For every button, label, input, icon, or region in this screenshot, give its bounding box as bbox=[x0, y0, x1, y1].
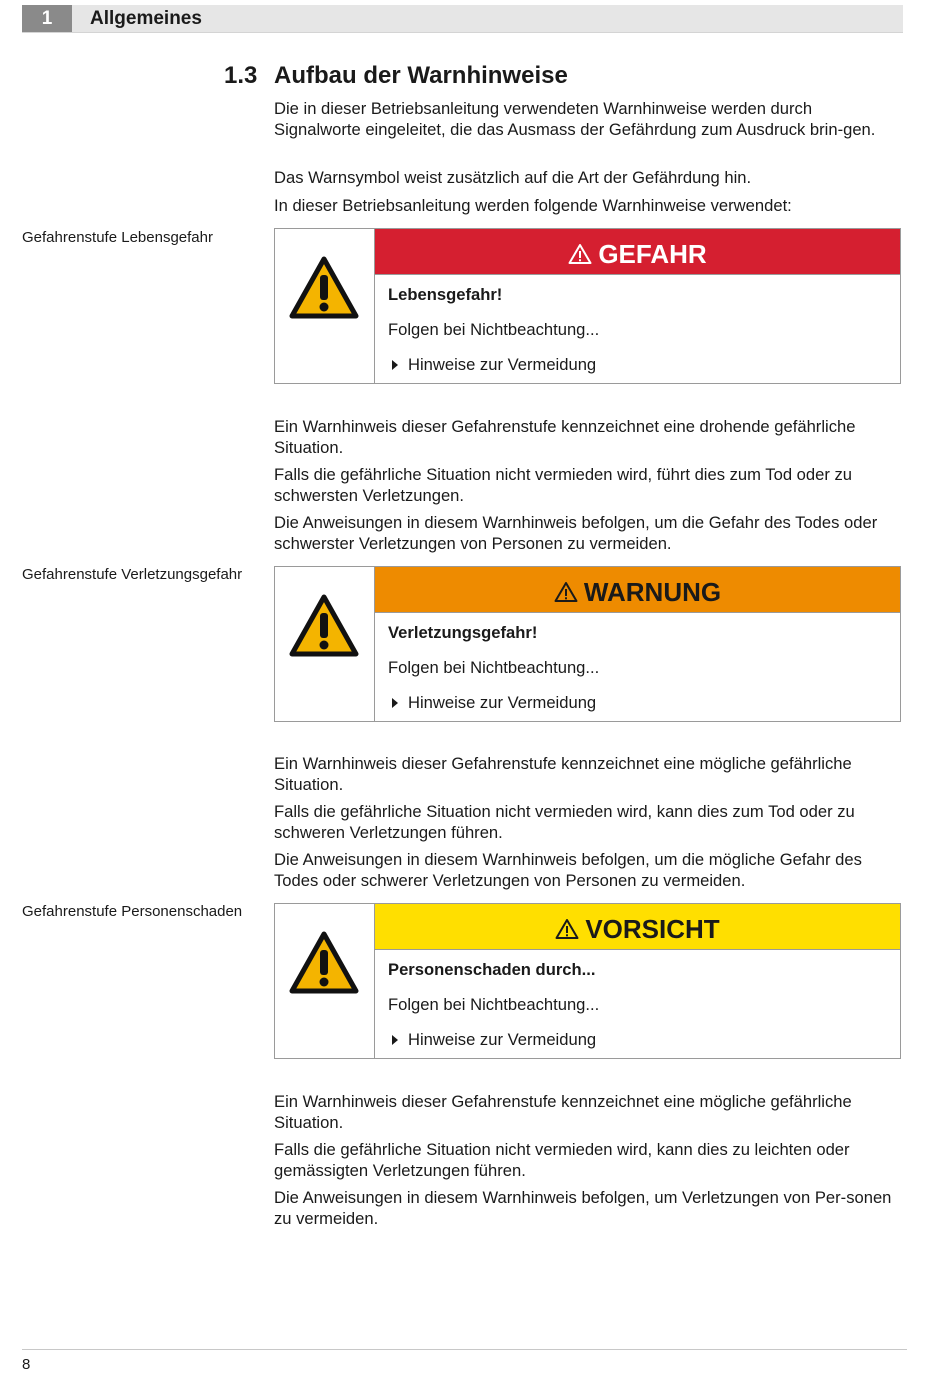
avoidance-item bbox=[388, 693, 596, 713]
description-paragraph: Die Anweisungen in diesem Warnhinweis befolgen, um Verletzungen von Per-sonen zu vermeiden. bbox=[274, 1188, 892, 1228]
intro-paragraph: Die in dieser Betriebsanleitung verwendeten Warnhinweise werden durch Signalworte eingeleitet, die das Ausmass der Gefährdung zum Ausdruck brin-gen. bbox=[274, 99, 876, 139]
hazard-text: Verletzungsgefahr! bbox=[388, 623, 538, 642]
consequence-text: Folgen bei Nichtbeachtung... bbox=[388, 995, 600, 1014]
avoidance-item bbox=[388, 1030, 596, 1050]
signal-word-bar bbox=[375, 229, 900, 275]
warning-triangle-icon bbox=[289, 931, 359, 995]
description-paragraph: Ein Warnhinweis dieser Gefahrenstufe kennzeichnet eine drohende gefährliche Situation. bbox=[274, 417, 856, 457]
avoidance-text: Hinweise zur Vermeidung bbox=[408, 693, 597, 712]
chapter-title: Allgemeines bbox=[90, 8, 202, 29]
warning-outline-icon bbox=[555, 918, 579, 940]
hazard-text: Lebensgefahr! bbox=[388, 285, 503, 304]
side-label-danger: Gefahrenstufe Lebensgefahr bbox=[22, 229, 213, 246]
description-paragraph: Falls die gefährliche Situation nicht vermieden wird, führt dies zum Tod oder zu schwersten Verletzungen. bbox=[274, 465, 853, 505]
chapter-header bbox=[22, 5, 903, 33]
description-paragraph: Falls die gefährliche Situation nicht vermieden wird, kann dies zu leichten oder gemässigten Verletzungen führen. bbox=[274, 1140, 850, 1180]
signal-word: WARNUNG bbox=[583, 577, 722, 608]
description-paragraph: Ein Warnhinweis dieser Gefahrenstufe kennzeichnet eine mögliche gefährliche Situation. bbox=[274, 1092, 852, 1132]
section-number: 1.3 bbox=[224, 62, 258, 89]
hazard-symbol-cell bbox=[275, 567, 375, 721]
avoidance-item bbox=[388, 355, 596, 375]
footer-divider bbox=[22, 1349, 907, 1350]
warning-triangle-icon bbox=[289, 256, 359, 320]
hazard-text: Personenschaden durch... bbox=[388, 960, 596, 979]
side-label-caution: Gefahrenstufe Personenschaden bbox=[22, 903, 243, 920]
triangle-right-icon bbox=[392, 1035, 398, 1045]
signal-word: GEFAHR bbox=[598, 239, 707, 270]
warning-outline-icon bbox=[554, 581, 578, 603]
warning-box-warning bbox=[274, 566, 901, 722]
chapter-number: 1 bbox=[22, 5, 72, 32]
hazard-symbol-cell bbox=[275, 229, 375, 383]
signal-word-bar bbox=[375, 567, 900, 613]
warning-box-danger bbox=[274, 228, 901, 384]
warning-box-caution bbox=[274, 903, 901, 1059]
triangle-right-icon bbox=[392, 698, 398, 708]
section-title: Aufbau der Warnhinweise bbox=[274, 62, 568, 89]
consequence-text: Folgen bei Nichtbeachtung... bbox=[388, 658, 600, 677]
description-paragraph: Die Anweisungen in diesem Warnhinweis befolgen, um die mögliche Gefahr des Todes oder schwerer Verletzungen von Personen zu vermeiden. bbox=[274, 850, 862, 890]
triangle-right-icon bbox=[392, 360, 398, 370]
avoidance-text: Hinweise zur Vermeidung bbox=[408, 355, 597, 374]
hazard-symbol-cell bbox=[275, 904, 375, 1058]
signal-word-bar bbox=[375, 904, 900, 950]
description-paragraph: Falls die gefährliche Situation nicht vermieden wird, kann dies zum Tod oder zu schweren Verletzungen führen. bbox=[274, 802, 855, 842]
page-number: 8 bbox=[22, 1356, 31, 1373]
consequence-text: Folgen bei Nichtbeachtung... bbox=[388, 320, 600, 339]
description-paragraph: Ein Warnhinweis dieser Gefahrenstufe kennzeichnet eine mögliche gefährliche Situation. bbox=[274, 754, 852, 794]
side-label-warning: Gefahrenstufe Verletzungsgefahr bbox=[22, 566, 243, 583]
signal-word: VORSICHT bbox=[585, 914, 720, 945]
intro-paragraph: In dieser Betriebsanleitung werden folgende Warnhinweise verwendet: bbox=[274, 196, 792, 215]
warning-outline-icon bbox=[568, 243, 592, 265]
warning-triangle-icon bbox=[289, 594, 359, 658]
description-paragraph: Die Anweisungen in diesem Warnhinweis befolgen, um die Gefahr des Todes oder schwerster Verletzungen von Personen zu vermeiden. bbox=[274, 513, 878, 553]
avoidance-text: Hinweise zur Vermeidung bbox=[408, 1030, 597, 1049]
intro-paragraph: Das Warnsymbol weist zusätzlich auf die Art der Gefährdung hin. bbox=[274, 168, 752, 187]
